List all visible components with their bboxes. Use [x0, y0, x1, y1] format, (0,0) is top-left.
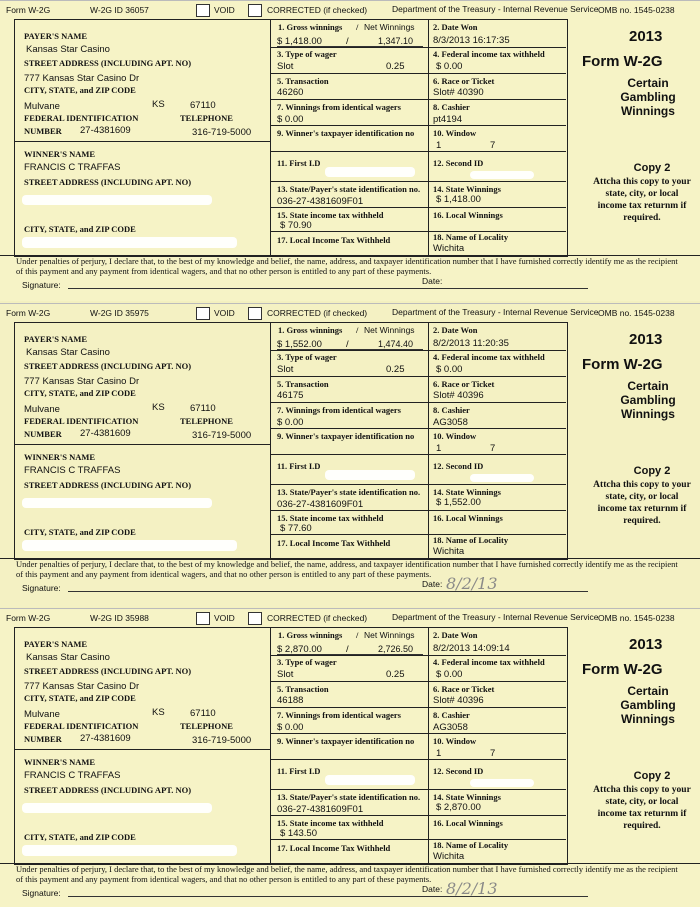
grid-line	[14, 141, 270, 142]
date-label: Date:	[422, 579, 443, 589]
box18-label: 18. Name of Locality	[433, 535, 509, 545]
box1-label: 1. Gross winnings	[278, 630, 343, 640]
payer-street: 777 Kansas Star Casino Dr	[24, 73, 140, 84]
box5-label: 5. Transaction	[277, 379, 329, 389]
box15-label: 15. State income tax withheld	[277, 210, 384, 220]
payer-city: Mulvane	[24, 101, 60, 112]
grid-line	[14, 749, 270, 750]
box14-label: 14. State Winnings	[433, 487, 501, 497]
agency-label: Department of the Treasury - Internal Revenue Service	[392, 612, 599, 622]
locality-name: Wichita	[433, 243, 465, 254]
payer-zip: 67110	[190, 708, 216, 719]
gross-winnings: $ 1,418.00	[277, 36, 322, 47]
payer-name: Kansas Star Casino	[26, 652, 110, 663]
transaction-number: 46260	[277, 87, 304, 98]
state-payer-id: 036-27-4381609F01	[277, 499, 364, 510]
redacted-second-id	[470, 779, 534, 787]
box11-label: 11. First I.D	[277, 461, 321, 471]
side-title-2: Gambling	[620, 90, 676, 104]
redacted-first-id	[325, 470, 415, 480]
payer-fed-id: 27-4381609	[80, 428, 131, 439]
payer-city-label: CITY, STATE, and ZIP CODE	[24, 388, 136, 398]
grid-line	[270, 99, 566, 100]
void-checkbox[interactable]	[196, 612, 210, 625]
winner-street-label: STREET ADDRESS (INCLUDING APT. NO)	[24, 177, 192, 187]
grid-line	[270, 510, 566, 511]
net-winnings: 1,347.10	[378, 36, 414, 46]
form-name: Form W-2G	[6, 308, 51, 318]
fed-id-label: FEDERAL IDENTIFICATION	[24, 113, 139, 123]
form-id: W-2G ID 35975	[90, 308, 149, 318]
grid-divider	[428, 627, 429, 863]
ticket-number: Slot# 40396	[433, 695, 484, 706]
ticket-number: Slot# 40390	[433, 87, 484, 98]
box4-label: 4. Federal income tax withheld	[433, 49, 545, 59]
side-title-1: Certain	[627, 684, 669, 698]
gross-winnings: $ 1,552.00	[277, 339, 322, 350]
transaction-number: 46175	[277, 390, 304, 401]
box9-label: 9. Winner's taxpayer identification no	[277, 736, 415, 746]
void-label: VOID	[214, 613, 235, 623]
box3-label: 3. Type of wager	[277, 352, 337, 362]
form-name: Form W-2G	[6, 5, 51, 15]
wager-amount: 0.25	[386, 669, 405, 680]
payer-name-label: PAYER'S NAME	[24, 334, 88, 344]
payer-street-label: STREET ADDRESS (INCLUDING APT. NO)	[24, 361, 192, 371]
redacted-city	[22, 540, 237, 551]
side-title-3: Winnings	[621, 407, 675, 421]
net-separator: /	[346, 339, 349, 350]
signature-line[interactable]	[68, 896, 588, 897]
agency-label: Department of the Treasury - Internal Revenue Service	[392, 4, 599, 14]
grid-line	[270, 681, 566, 682]
fed-id-number-label: NUMBER	[24, 126, 62, 136]
winner-street-label: STREET ADDRESS (INCLUDING APT. NO)	[24, 480, 192, 490]
side-title-2: Gambling	[620, 393, 676, 407]
redacted-address	[22, 498, 212, 508]
grid-line	[270, 376, 566, 377]
box1-net-label: Net Winnings	[364, 22, 415, 32]
box17-label: 17. Local Income Tax Withheld	[277, 843, 391, 853]
date-won: 8/2/2013 14:09:14	[433, 643, 510, 654]
grid-divider	[428, 19, 429, 255]
payer-name: Kansas Star Casino	[26, 347, 110, 358]
grid-line	[270, 207, 566, 208]
box14-label: 14. State Winnings	[433, 184, 501, 194]
net-winnings: 2,726.50	[378, 644, 414, 654]
box12-label: 12. Second ID	[433, 158, 484, 168]
identical-wagers: $ 0.00	[277, 114, 304, 125]
side-form-name: Form W-2G	[582, 661, 663, 678]
payer-name: Kansas Star Casino	[26, 44, 110, 55]
cashier-id: pt4194	[433, 114, 463, 125]
side-title-1: Certain	[627, 379, 669, 393]
side-title-3: Winnings	[621, 712, 675, 726]
federal-tax-withheld: $ 0.00	[436, 61, 463, 72]
payer-phone: 316-719-5000	[192, 735, 252, 746]
grid-divider	[270, 322, 271, 558]
underline	[277, 46, 423, 47]
grid-line	[270, 73, 566, 74]
grid-line	[270, 402, 566, 403]
box7-label: 7. Winnings from identical wagers	[277, 710, 401, 720]
void-checkbox[interactable]	[196, 307, 210, 320]
grid-line	[270, 350, 566, 351]
box14-label: 14. State Winnings	[433, 792, 501, 802]
side-form-name: Form W-2G	[582, 356, 663, 373]
box15-label: 15. State income tax withheld	[277, 818, 384, 828]
tax-year: 2013	[629, 636, 663, 653]
redacted-address	[22, 803, 212, 813]
wager-type: Slot	[277, 669, 294, 680]
signature-label: Signature:	[22, 280, 61, 290]
corrected-checkbox[interactable]	[248, 4, 262, 17]
omb-number: OMB no. 1545-0238	[598, 613, 675, 623]
box16-label: 16. Local Winnings	[433, 818, 503, 828]
state-winnings: $ 2,870.00	[436, 802, 481, 813]
copy-instructions: Attcha this copy to your state, city, or local income tax returnm if required.	[593, 480, 691, 526]
box13-label: 13. State/Payer's state identification no.	[277, 792, 421, 802]
winner-city-label: CITY, STATE, and ZIP CODE	[24, 832, 136, 842]
fed-id-label: FEDERAL IDENTIFICATION	[24, 721, 139, 731]
date-won: 8/2/2013 11:20:35	[433, 338, 509, 349]
payer-city-label: CITY, STATE, and ZIP CODE	[24, 693, 136, 703]
box5-label: 5. Transaction	[277, 684, 329, 694]
box3-label: 3. Type of wager	[277, 49, 337, 59]
grid-line	[270, 181, 566, 182]
box9-label: 9. Winner's taxpayer identification no	[277, 128, 415, 138]
winner-city-label: CITY, STATE, and ZIP CODE	[24, 527, 136, 537]
signature-line[interactable]	[68, 288, 588, 289]
payer-city-label: CITY, STATE, and ZIP CODE	[24, 85, 136, 95]
fed-id-number-label: NUMBER	[24, 734, 62, 744]
w2g-form-1	[0, 0, 700, 301]
net-separator: /	[346, 36, 349, 47]
corrected-checkbox[interactable]	[248, 307, 262, 320]
side-title-3: Winnings	[621, 104, 675, 118]
box7-label: 7. Winnings from identical wagers	[277, 102, 401, 112]
grid-line	[270, 231, 566, 232]
box8-label: 8. Cashier	[433, 710, 470, 720]
winner-city-label: CITY, STATE, and ZIP CODE	[24, 224, 136, 234]
window-a: 1	[436, 748, 442, 759]
box6-label: 6. Race or Ticket	[433, 684, 495, 694]
void-label: VOID	[214, 308, 235, 318]
net-winnings: 1,474.40	[378, 339, 414, 349]
box10-label: 10. Window	[433, 128, 477, 138]
box13-label: 13. State/Payer's state identification no.	[277, 487, 421, 497]
handwritten-date: 8/2/13	[446, 879, 498, 898]
box12-label: 12. Second ID	[433, 766, 484, 776]
signature-label: Signature:	[22, 888, 61, 898]
form-id: W-2G ID 35988	[90, 613, 149, 623]
box18-label: 18. Name of Locality	[433, 840, 509, 850]
cashier-id: AG3058	[433, 417, 468, 428]
payer-city: Mulvane	[24, 709, 60, 720]
box13-label: 13. State/Payer's state identification no.	[277, 184, 421, 194]
winner-name-label: WINNER'S NAME	[24, 757, 96, 767]
box8-label: 8. Cashier	[433, 102, 470, 112]
date-label: Date:	[422, 276, 443, 286]
grid-line	[270, 125, 566, 126]
ticket-number: Slot# 40396	[433, 390, 484, 401]
window-a: 1	[436, 140, 442, 151]
form-id: W-2G ID 36057	[90, 5, 149, 15]
redacted-city	[22, 237, 237, 248]
w2g-form-2	[0, 303, 700, 607]
date-won: 8/3/2013 16:17:35	[433, 35, 510, 46]
state-tax-withheld: $ 143.50	[280, 828, 317, 839]
winner-street-label: STREET ADDRESS (INCLUDING APT. NO)	[24, 785, 192, 795]
redacted-city	[22, 845, 237, 856]
window-b: 7	[490, 140, 496, 151]
box18-label: 18. Name of Locality	[433, 232, 509, 242]
void-checkbox[interactable]	[196, 4, 210, 17]
grid-line	[270, 733, 566, 734]
grid-line	[270, 428, 566, 429]
tax-year: 2013	[629, 28, 663, 45]
box1-separator: /	[356, 630, 359, 640]
winner-name: FRANCIS C TRAFFAS	[24, 770, 121, 781]
payer-street: 777 Kansas Star Casino Dr	[24, 681, 140, 692]
box16-label: 16. Local Winnings	[433, 513, 503, 523]
box11-label: 11. First I.D	[277, 766, 321, 776]
wager-amount: 0.25	[386, 364, 405, 375]
identical-wagers: $ 0.00	[277, 722, 304, 733]
omb-number: OMB no. 1545-0238	[598, 5, 675, 15]
net-separator: /	[346, 644, 349, 655]
gross-winnings: $ 2,870.00	[277, 644, 322, 655]
box10-label: 10. Window	[433, 736, 477, 746]
box10-label: 10. Window	[433, 431, 477, 441]
box1-label: 1. Gross winnings	[278, 325, 343, 335]
perjury-statement: Under penalties of perjury, I declare that, to the best of my knowledge and belief, the name, address, and taxpayer identification number that I have furnished correctly identify me as the recipient of this payment and any payment from identical wagers, and that no other person is entitled to any part of these payments.	[16, 864, 678, 884]
fed-id-label: FEDERAL IDENTIFICATION	[24, 416, 139, 426]
date-label: Date:	[422, 884, 443, 894]
wager-type: Slot	[277, 364, 294, 375]
box4-label: 4. Federal income tax withheld	[433, 352, 545, 362]
grid-line	[270, 759, 566, 760]
payer-city: Mulvane	[24, 404, 60, 415]
winner-name: FRANCIS C TRAFFAS	[24, 162, 121, 173]
wager-type: Slot	[277, 61, 294, 72]
winner-name: FRANCIS C TRAFFAS	[24, 465, 121, 476]
grid-line	[270, 47, 566, 48]
perjury-statement: Under penalties of perjury, I declare that, to the best of my knowledge and belief, the name, address, and taxpayer identification number that I have furnished correctly identify me as the recipient of this payment and any payment from identical wagers, and that no other person is entitled to any part of these payments.	[16, 256, 678, 276]
box12-label: 12. Second ID	[433, 461, 484, 471]
federal-tax-withheld: $ 0.00	[436, 364, 463, 375]
grid-divider	[428, 322, 429, 558]
grid-line	[14, 444, 270, 445]
window-b: 7	[490, 748, 496, 759]
grid-divider	[270, 627, 271, 863]
box1-label: 1. Gross winnings	[278, 22, 343, 32]
form-name: Form W-2G	[6, 613, 51, 623]
grid-line	[270, 815, 566, 816]
locality-name: Wichita	[433, 546, 465, 557]
underline	[277, 654, 423, 655]
w2g-form-3	[0, 608, 700, 907]
redacted-address	[22, 195, 212, 205]
box1-separator: /	[356, 325, 359, 335]
telephone-label: TELEPHONE	[180, 113, 233, 123]
state-tax-withheld: $ 77.60	[280, 523, 312, 534]
state-winnings: $ 1,552.00	[436, 497, 481, 508]
handwritten-date: 8/2/13	[446, 574, 498, 593]
grid-line	[270, 707, 566, 708]
tax-year: 2013	[629, 331, 663, 348]
telephone-label: TELEPHONE	[180, 416, 233, 426]
copy-number: Copy 2	[633, 770, 671, 782]
copy-number: Copy 2	[633, 465, 671, 477]
box6-label: 6. Race or Ticket	[433, 76, 495, 86]
payer-name-label: PAYER'S NAME	[24, 639, 88, 649]
redacted-first-id	[325, 167, 415, 177]
box1-net-label: Net Winnings	[364, 325, 415, 335]
agency-label: Department of the Treasury - Internal Revenue Service	[392, 307, 599, 317]
redacted-first-id	[325, 775, 415, 785]
payer-state: KS	[152, 707, 165, 718]
signature-line[interactable]	[68, 591, 588, 592]
payer-state: KS	[152, 402, 165, 413]
corrected-label: CORRECTED (if checked)	[267, 5, 368, 15]
box1-separator: /	[356, 22, 359, 32]
box16-label: 16. Local Winnings	[433, 210, 503, 220]
box3-label: 3. Type of wager	[277, 657, 337, 667]
side-title-2: Gambling	[620, 698, 676, 712]
copy-instructions: Attcha this copy to your state, city, or local income tax returnm if required.	[593, 177, 691, 223]
state-winnings: $ 1,418.00	[436, 194, 481, 205]
payer-street-label: STREET ADDRESS (INCLUDING APT. NO)	[24, 666, 192, 676]
box17-label: 17. Local Income Tax Withheld	[277, 538, 391, 548]
side-form-name: Form W-2G	[582, 53, 663, 70]
grid-divider	[270, 19, 271, 255]
corrected-checkbox[interactable]	[248, 612, 262, 625]
box2-label: 2. Date Won	[433, 325, 478, 335]
box9-label: 9. Winner's taxpayer identification no	[277, 431, 415, 441]
state-tax-withheld: $ 70.90	[280, 220, 312, 231]
corrected-label: CORRECTED (if checked)	[267, 308, 368, 318]
grid-line	[270, 655, 566, 656]
perjury-statement: Under penalties of perjury, I declare that, to the best of my knowledge and belief, the name, address, and taxpayer identification number that I have furnished correctly identify me as the recipient of this payment and any payment from identical wagers, and that no other person is entitled to any part of these payments.	[16, 559, 678, 579]
identical-wagers: $ 0.00	[277, 417, 304, 428]
grid-line	[270, 839, 566, 840]
payer-street: 777 Kansas Star Casino Dr	[24, 376, 140, 387]
cashier-id: AG3058	[433, 722, 468, 733]
payer-phone: 316-719-5000	[192, 127, 252, 138]
payer-zip: 67110	[190, 100, 216, 111]
state-payer-id: 036-27-4381609F01	[277, 196, 364, 207]
box17-label: 17. Local Income Tax Withheld	[277, 235, 391, 245]
box15-label: 15. State income tax withheld	[277, 513, 384, 523]
redacted-second-id	[470, 171, 534, 179]
payer-state: KS	[152, 99, 165, 110]
redacted-second-id	[470, 474, 534, 482]
box5-label: 5. Transaction	[277, 76, 329, 86]
box11-label: 11. First I.D	[277, 158, 321, 168]
copy-instructions: Attcha this copy to your state, city, or local income tax returnm if required.	[593, 785, 691, 831]
void-label: VOID	[214, 5, 235, 15]
grid-line	[270, 789, 566, 790]
payer-fed-id: 27-4381609	[80, 125, 131, 136]
box2-label: 2. Date Won	[433, 630, 478, 640]
federal-tax-withheld: $ 0.00	[436, 669, 463, 680]
state-payer-id: 036-27-4381609F01	[277, 804, 364, 815]
box2-label: 2. Date Won	[433, 22, 478, 32]
box7-label: 7. Winnings from identical wagers	[277, 405, 401, 415]
wager-amount: 0.25	[386, 61, 405, 72]
payer-phone: 316-719-5000	[192, 430, 252, 441]
grid-line	[270, 454, 566, 455]
payer-street-label: STREET ADDRESS (INCLUDING APT. NO)	[24, 58, 192, 68]
underline	[277, 349, 423, 350]
payer-fed-id: 27-4381609	[80, 733, 131, 744]
box8-label: 8. Cashier	[433, 405, 470, 415]
payer-name-label: PAYER'S NAME	[24, 31, 88, 41]
corrected-label: CORRECTED (if checked)	[267, 613, 368, 623]
grid-line	[270, 151, 566, 152]
box6-label: 6. Race or Ticket	[433, 379, 495, 389]
locality-name: Wichita	[433, 851, 465, 862]
copy-number: Copy 2	[633, 162, 671, 174]
telephone-label: TELEPHONE	[180, 721, 233, 731]
box4-label: 4. Federal income tax withheld	[433, 657, 545, 667]
grid-line	[270, 484, 566, 485]
signature-label: Signature:	[22, 583, 61, 593]
winner-name-label: WINNER'S NAME	[24, 452, 96, 462]
fed-id-number-label: NUMBER	[24, 429, 62, 439]
grid-line	[270, 534, 566, 535]
window-a: 1	[436, 443, 442, 454]
payer-zip: 67110	[190, 403, 216, 414]
transaction-number: 46188	[277, 695, 304, 706]
box1-net-label: Net Winnings	[364, 630, 415, 640]
window-b: 7	[490, 443, 496, 454]
omb-number: OMB no. 1545-0238	[598, 308, 675, 318]
winner-name-label: WINNER'S NAME	[24, 149, 96, 159]
side-title-1: Certain	[627, 76, 669, 90]
